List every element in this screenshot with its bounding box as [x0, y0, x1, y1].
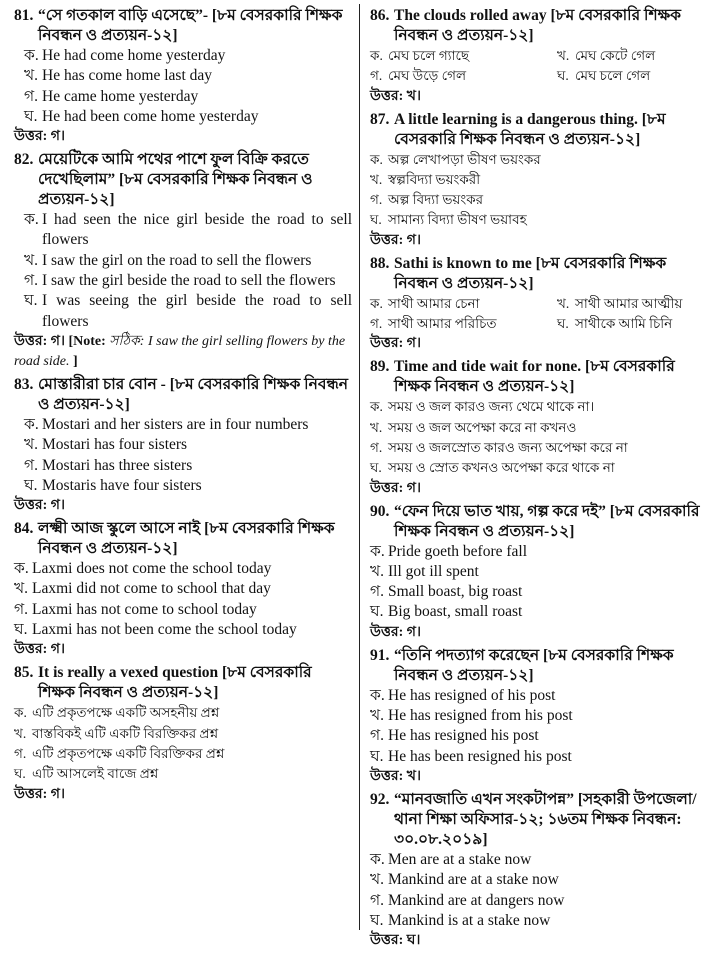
option: গ. Small boast, big roast — [370, 583, 523, 601]
option: গ. অল্প বিদ্যা ভয়ংকর — [370, 192, 484, 208]
question-text: It is really a vexed question [৮ম বেসরকারি শিক্ষক নিবন্ধন ও প্রত্যয়ন-১২] — [38, 664, 312, 702]
answer: উত্তর: গ। — [370, 624, 421, 640]
option: ক. Mostari and her sisters are in four numbers — [24, 415, 309, 433]
question-text: “মানবজাতি এখন সংকটাপন্ন” [সহকারী উপজেলা/ থানা শিক্ষা অফিসার-১২; ১৬তম শিক্ষক নিবন্ধন: ৩০.০৮.২০১৯] — [394, 790, 697, 848]
question-92 — [370, 790, 710, 951]
option: ঘ. সামান্য বিদ্যা ভীষণ ভয়াবহ — [370, 212, 527, 228]
option: খ. স্বল্পবিদ্যা ভয়ংকরী — [370, 171, 481, 187]
question-text: Time and tide wait for none. [৮ম বেসরকারি শিক্ষক নিবন্ধন ও প্রত্যয়ন-১২] — [394, 358, 675, 396]
question-87 — [370, 110, 710, 251]
answer: উত্তর: গ। — [14, 129, 65, 145]
question-number: 86. — [370, 7, 390, 24]
option: ঘ. Mostaris have four sisters — [24, 476, 202, 494]
column-divider — [359, 4, 360, 930]
option: ঘ. Laxmi has not been come the school today — [14, 621, 297, 639]
question-number: 87. — [370, 110, 390, 128]
question-text: “ফেন দিয়ে ভাত খায়, গল্প করে দই” [৮ম বেসরকারি শিক্ষক নিবন্ধন ও প্রত্যয়ন-১২] — [394, 502, 700, 540]
option: খ. He has resigned from his post — [370, 707, 573, 725]
option: ঘ. He had been come home yesterday — [24, 107, 259, 125]
option: ক. Men are at a stake now — [370, 850, 532, 868]
question-text: মেয়েটিকে আমি পথের পাশে ফুল বিক্রি করতে দেখেছিলাম” [৮ম বেসরকারি শিক্ষক নিবন্ধন ও প্রত্যয়ন-১২] — [38, 151, 313, 209]
option: খ. Ill got ill spent — [370, 562, 479, 580]
option: গ. He has resigned his post — [370, 727, 539, 745]
option: গ. সাথী আমার পরিচিত — [370, 316, 497, 332]
answer: উত্তর: খ। — [370, 88, 421, 104]
option: ঘ. He has been resigned his post — [370, 747, 572, 765]
question-82 — [14, 150, 352, 372]
question-83 — [14, 375, 352, 516]
option: ক. সময় ও জল কারও জন্য থেমে থাকে না। — [370, 399, 595, 415]
question-90 — [370, 502, 710, 643]
option: ক. অল্প লেখাপড়া ভীষণ ভয়ংকর — [370, 151, 541, 167]
question-number: 82. — [14, 151, 34, 169]
answer: উত্তর: ঘ। — [370, 933, 421, 949]
option: গ. Mankind are at dangers now — [370, 891, 565, 909]
right-column — [370, 6, 710, 954]
question-85 — [14, 663, 352, 804]
question-number: 91. — [370, 646, 390, 664]
option: ঘ. Mankind is at a stake now — [370, 911, 551, 929]
answer: উত্তর: গ। — [370, 480, 421, 496]
option: ক. সাথী আমার চেনা — [370, 295, 480, 311]
option: খ. Mostari has four sisters — [24, 436, 188, 454]
option: খ. মেঘ কেটে গেল — [557, 48, 656, 63]
left-column — [14, 6, 352, 808]
question-text: A little learning is a dangerous thing. [৮ম বেসরকারি শিক্ষক নিবন্ধন ও প্রত্যয়ন-১২] — [394, 110, 666, 148]
answer: উত্তর: গ। — [370, 336, 421, 352]
option: ঘ. সাথীকে আমি চিনি — [557, 316, 673, 332]
question-88 — [370, 254, 710, 355]
question-number: 89. — [370, 358, 390, 376]
option: খ. সময় ও জল অপেক্ষা করে না কখনও — [370, 419, 577, 435]
option: খ. সাথী আমার আত্মীয় — [557, 295, 683, 311]
question-number: 90. — [370, 502, 390, 520]
question-text: “সে গতকাল বাড়ি এসেছে”- [৮ম বেসরকারি শিক্ষক নিবন্ধন ও প্রত্যয়ন-১২] — [38, 7, 343, 44]
option: ক. He has resigned of his post — [370, 686, 556, 704]
option: গ. I saw the girl beside the road to sell the flowers — [24, 272, 336, 290]
option: খ. I saw the girl on the road to sell the flowers — [24, 251, 312, 269]
answer: উত্তর: গ। — [14, 786, 65, 802]
answer-with-note: উত্তর: গ। [Note: সঠিক: I saw the girl selling flowers by the road side. ] — [14, 333, 346, 369]
question-text: Sathi is known to me [৮ম বেসরকারি শিক্ষক নিবন্ধন ও প্রত্যয়ন-১২] — [394, 254, 667, 292]
option: গ. Mostari has three sisters — [24, 456, 193, 474]
note-text: সঠিক: I saw the girl selling flowers by the road side. — [14, 333, 346, 369]
question-number: 92. — [370, 790, 390, 808]
option: গ. Laxmi has not come to school today — [14, 600, 257, 618]
option: ঘ. Big boast, small roast — [370, 603, 523, 621]
option: ক. মেঘ চলে গ্যাছে — [370, 48, 470, 63]
option: খ. বাস্তবিকই এটি একটি বিরক্তিকর প্রশ্ন — [14, 725, 219, 741]
option: ক. I had seen the nice girl beside the road to sell flowers — [24, 211, 352, 249]
question-number: 83. — [14, 375, 34, 393]
question-89 — [370, 357, 710, 498]
option: ঘ. I was seeing the girl beside the road to sell flowers — [24, 292, 352, 330]
option: গ. মেঘ উড়ে গেল — [370, 68, 467, 84]
question-number: 84. — [14, 520, 34, 538]
option: ক. He had come home yesterday — [24, 47, 226, 64]
option: ঘ. এটি আসলেই বাজে প্রশ্ন — [14, 766, 159, 782]
answer: উত্তর: গ। — [14, 642, 65, 658]
question-number: 88. — [370, 254, 390, 272]
question-text: “তিনি পদত্যাগ করেছেন [৮ম বেসরকারি শিক্ষক নিবন্ধন ও প্রত্যয়ন-১২] — [394, 646, 674, 684]
question-86 — [370, 6, 710, 107]
question-text: লক্ষ্মী আজ স্কুলে আসে নাই [৮ম বেসরকারি শিক্ষক নিবন্ধন ও প্রত্যয়ন-১২] — [38, 520, 335, 558]
answer: উত্তর: গ। — [370, 232, 421, 248]
option: গ. এটি প্রকৃতপক্ষে একটি বিরক্তিকর প্রশ্ন — [14, 745, 225, 761]
option: ক. Laxmi does not come the school today — [14, 560, 272, 578]
option: খ. Laxmi did not come to school that day — [14, 580, 271, 598]
question-91 — [370, 646, 710, 787]
option: গ. He came home yesterday — [24, 87, 199, 105]
option: ক. Pride goeth before fall — [370, 542, 528, 560]
option: গ. সময় ও জলস্রোত কারও জন্য অপেক্ষা করে না — [370, 439, 628, 455]
option: খ. Mankind are at a stake now — [370, 871, 559, 889]
option: ঘ. মেঘ চলে গেল — [557, 68, 651, 84]
answer: উত্তর: খ। — [370, 768, 421, 784]
answer: উত্তর: গ। — [14, 498, 65, 514]
question-text: মোস্তারীরা চার বোন - [৮ম বেসরকারি শিক্ষক নিবন্ধন ও প্রত্যয়ন-১২] — [38, 375, 348, 413]
question-number: 81. — [14, 7, 34, 24]
question-text: The clouds rolled away [৮ম বেসরকারি শিক্ষক নিবন্ধন ও প্রত্যয়ন-১২] — [394, 7, 682, 44]
question-number: 85. — [14, 664, 34, 682]
option: ক. এটি প্রকৃতপক্ষে একটি অসহনীয় প্রশ্ন — [14, 705, 220, 721]
option: খ. He has come home last day — [24, 67, 213, 85]
option: ঘ. সময় ও স্রোত কখনও অপেক্ষা করে থাকে না — [370, 460, 615, 476]
question-81 — [14, 6, 352, 147]
question-84 — [14, 519, 352, 660]
